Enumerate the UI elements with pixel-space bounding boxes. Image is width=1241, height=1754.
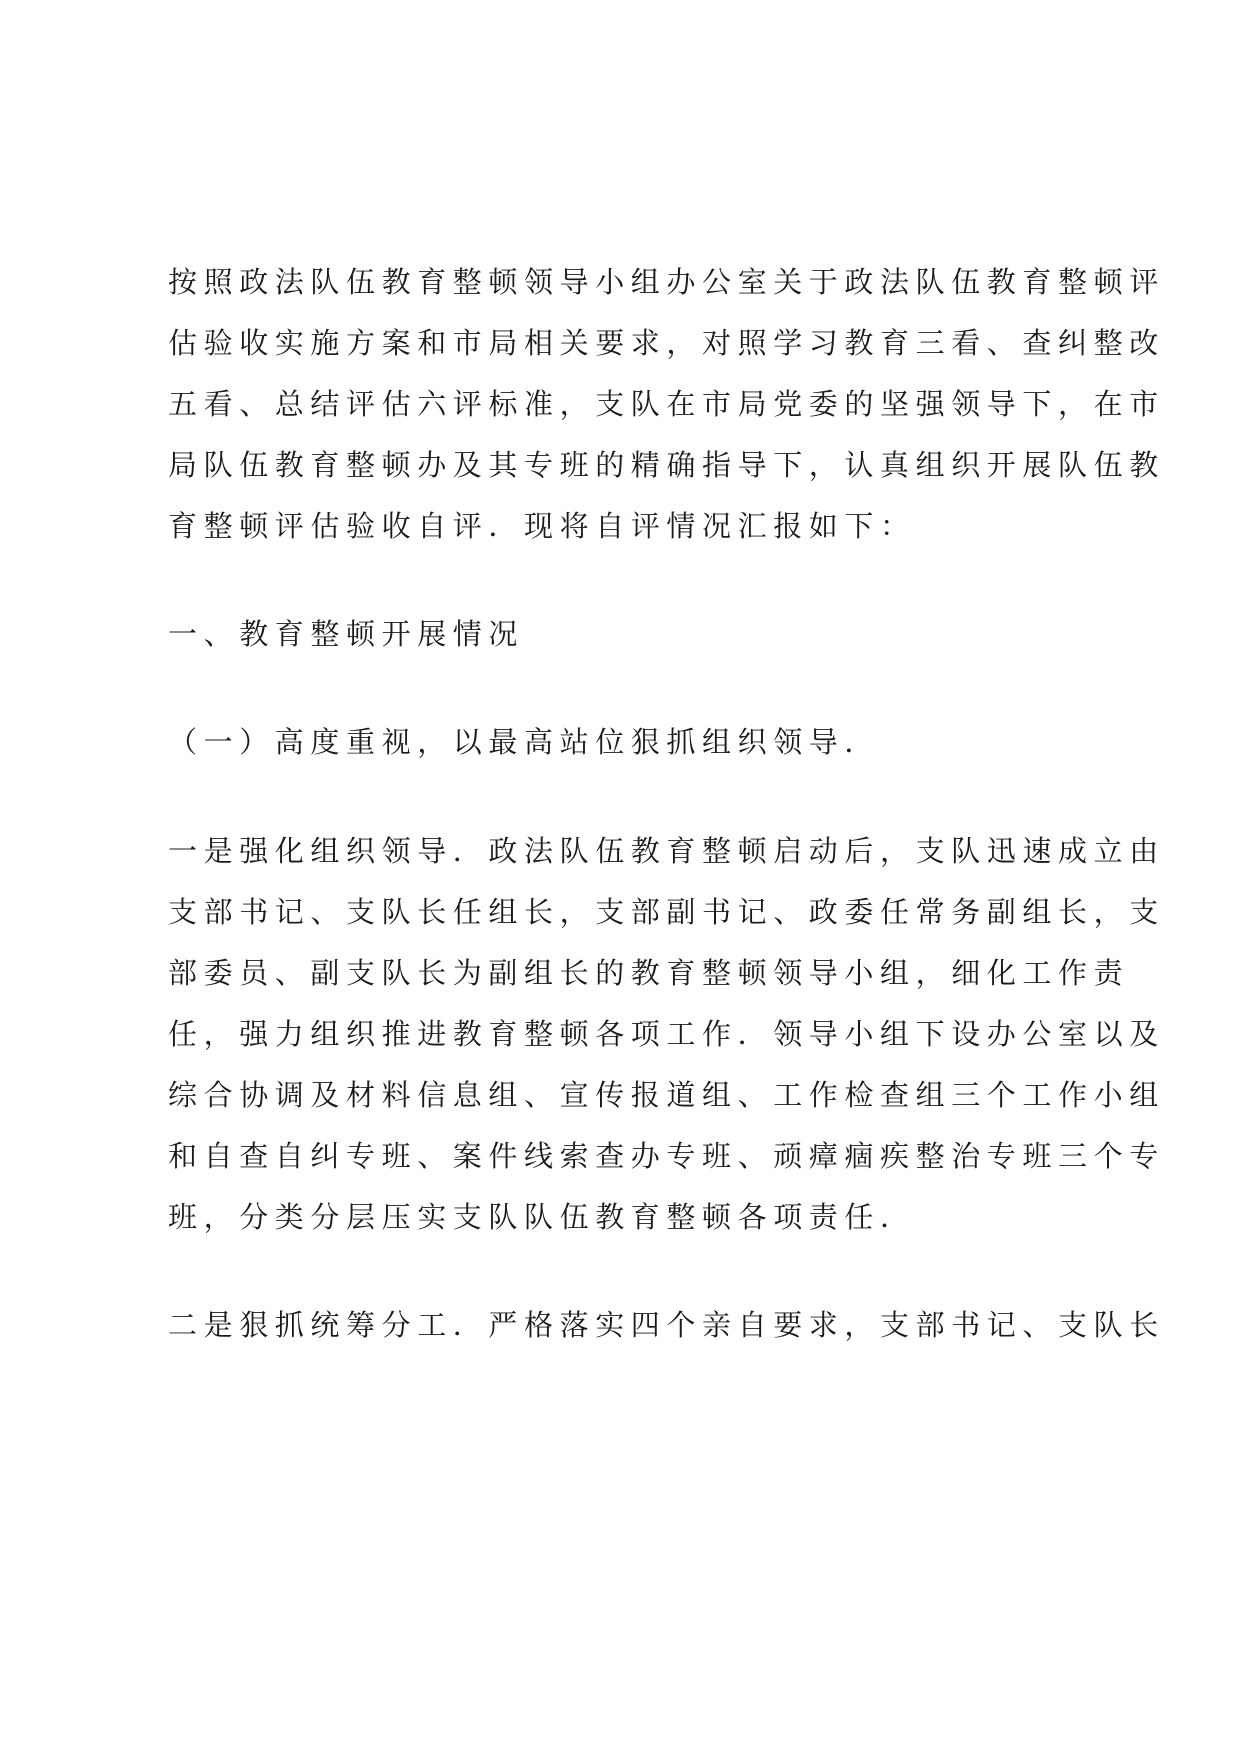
text-line: 班，分类分层压实支队队伍教育整顿各项责任． (168, 1200, 916, 1234)
text-line: 支部书记、支队长任组长，支部副书记、政委任常务副组长，支 (168, 895, 1165, 929)
text-line: 局队伍教育整顿办及其专班的精确指导下，认真组织开展队伍教 (168, 448, 1165, 482)
text-line: 综合协调及材料信息组、宣传报道组、工作检查组三个工作小组 (168, 1078, 1165, 1112)
text-line: 育整顿评估验收自评．现将自评情况汇报如下： (168, 509, 916, 543)
section-heading: 一、教育整顿开展情况 (168, 617, 525, 651)
text-line: 估验收实施方案和市局相关要求，对照学习教育三看、查纠整改 (168, 326, 1165, 360)
text-line: 和自查自纠专班、案件线索查办专班、顽瘴痼疾整治专班三个专 (168, 1139, 1165, 1173)
text-line: 一是强化组织领导．政法队伍教育整顿启动后，支队迅速成立由 (168, 834, 1165, 868)
text-line: 部委员、副支队长为副组长的教育整顿领导小组，细化工作责 (168, 956, 1130, 990)
text-line: 五看、总结评估六评标准，支队在市局党委的坚强领导下，在市 (168, 387, 1165, 421)
text-line: 按照政法队伍教育整顿领导小组办公室关于政法队伍教育整顿评 (168, 265, 1165, 299)
text-line: 任，强力组织推进教育整顿各项工作．领导小组下设办公室以及 (168, 1017, 1165, 1051)
subsection-heading: （一）高度重视，以最高站位狠抓组织领导． (168, 725, 881, 759)
text-line: 二是狠抓统筹分工．严格落实四个亲自要求，支部书记、支队长 (168, 1308, 1165, 1342)
